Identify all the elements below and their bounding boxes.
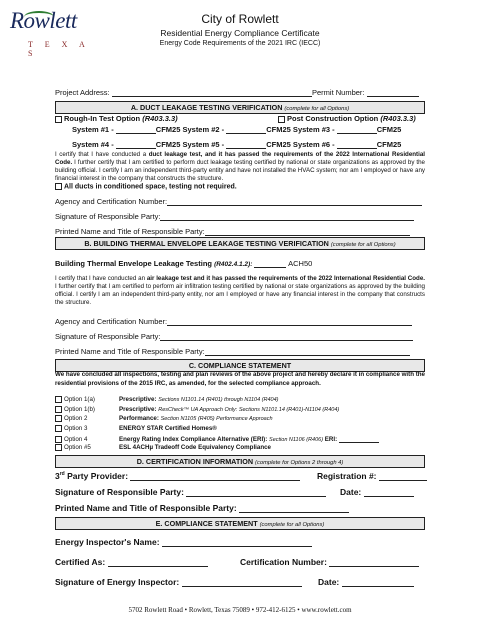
section-d-date-label: Date: [340, 487, 362, 497]
registration-field[interactable] [379, 472, 427, 481]
compliance-option-name: Prescriptive: [119, 405, 157, 413]
compliance-option-name: Performance: [119, 415, 159, 423]
envelope-test-field[interactable] [254, 259, 286, 268]
section-d-signature-label: Signature of Responsible Party: [55, 487, 184, 497]
compliance-option-detail: Sections N1101.14 (R401) through N1104 (R404) [158, 397, 279, 404]
section-a-agency-label: Agency and Certification Number: [55, 197, 168, 206]
inspector-date-label: Date: [318, 577, 340, 587]
inspector-signature-label: Signature of Energy Inspector: [55, 577, 180, 587]
compliance-option-number: Option #5 [64, 444, 91, 452]
certified-as-row [55, 557, 208, 567]
compliance-option-checkbox[interactable] [55, 436, 62, 443]
registration-label: Registration #: [317, 471, 377, 481]
envelope-test-label: Building Thermal Envelope Leakage Testing [55, 259, 212, 268]
compliance-option-checkbox[interactable] [55, 425, 62, 432]
envelope-test-ref: (R402.4.1.2): [214, 261, 253, 268]
inspector-date-field[interactable] [342, 578, 414, 587]
compliance-option-checkbox[interactable] [55, 406, 62, 413]
rough-in-ref: (R403.3.3) [142, 114, 178, 123]
logo-wordmark: Rowlett [10, 8, 77, 33]
compliance-option-name: Prescriptive: [119, 396, 157, 404]
inspector-name-field[interactable] [162, 538, 312, 547]
compliance-option-detail: ResCheck™ UA Approach Only: Sections N1101.14 (R401)-N1104 (R404) [158, 406, 340, 413]
cert-number-row [240, 557, 419, 567]
project-address-row [55, 88, 312, 97]
section-a-printed-field[interactable] [205, 227, 410, 236]
envelope-test-row [55, 259, 312, 268]
post-construction-label: Post Construction Option [287, 114, 379, 123]
system-6-unit: CFM25 [376, 140, 402, 149]
section-b-signature-label: Signature of Responsible Party: [55, 332, 161, 341]
certified-as-field[interactable] [108, 558, 208, 567]
compliance-option[interactable] [55, 434, 379, 443]
section-e-header [55, 517, 425, 530]
compliance-option-number: Option 3 [64, 424, 88, 432]
section-b-title: B. BUILDING THERMAL ENVELOPE LEAKAGE TESTING VERIFICATION [84, 239, 329, 248]
page-subtitle: Residential Energy Compliance Certificate [160, 28, 320, 38]
all-ducts-option[interactable] [55, 183, 237, 190]
compliance-option-name: ESL 4ACHµ Tradeoff Code Equivalency Compliance [119, 444, 271, 452]
system-4-field[interactable] [116, 140, 156, 149]
permit-number-row [312, 88, 419, 97]
section-a-cert-text-2: I further certify that I am certified to perform duct leakage testing certified by national or state organizations as approved by the building official. I certify I am an independent third-party entity and have not installed the HVAC system; nor am I employed or have any financial interest in the company that constructs the structure. [55, 159, 425, 182]
provider-ordinal: 3 [55, 471, 60, 481]
inspector-signature-field[interactable] [182, 578, 302, 587]
section-e-note: (complete for all Options) [259, 522, 325, 528]
section-a-header [55, 101, 425, 114]
section-a-signature-field[interactable] [160, 212, 414, 221]
compliance-option-detail: Section N1105 (R405) Performance Approach [160, 416, 273, 423]
post-construction-checkbox[interactable] [278, 116, 285, 123]
compliance-option-checkbox[interactable] [55, 396, 62, 403]
section-b-note: (complete for all Options) [330, 242, 396, 248]
page-subsubtitle: Energy Code Requirements of the 2021 IRC (IECC) [159, 40, 321, 47]
page-title: City of Rowlett [201, 12, 279, 26]
section-a-note: (complete for all Options) [284, 106, 350, 112]
section-b-printed-field[interactable] [205, 347, 410, 356]
page-footer: 5702 Rowlett Road • Rowlett, Texas 75089 • 972-412-6125 • www.rowlett.com [128, 606, 352, 614]
system-6-label: CFM25 System #6 - [266, 140, 335, 149]
cert-number-label: Certification Number: [240, 557, 327, 567]
compliance-option-checkbox[interactable] [55, 415, 62, 422]
section-a-title: A. DUCT LEAKAGE TESTING VERIFICATION [130, 103, 283, 112]
inspector-name-label: Energy Inspector's Name: [55, 537, 160, 547]
system-4-label: System #4 - [72, 140, 114, 149]
section-d-printed-row [55, 503, 349, 513]
compliance-option-name: ENERGY STAR Certified Homes® [119, 424, 217, 432]
section-a-agency-row [55, 197, 422, 206]
section-a-printed-row [55, 227, 410, 236]
compliance-option-number: Option 2 [64, 415, 88, 423]
section-a-agency-field[interactable] [167, 197, 422, 206]
section-d-date-row [340, 487, 414, 497]
system-1-label: System #1 - [72, 125, 114, 134]
section-d-note: (complete for Options 2 through 4) [255, 460, 344, 466]
system-3-label: CFM25 System #3 - [266, 125, 335, 134]
envelope-test-unit: ACH50 [288, 259, 313, 268]
system-2-label: CFM25 System #2 - [155, 125, 225, 134]
system-5-label: CFM25 System #5 - [155, 140, 225, 149]
compliance-option[interactable] [55, 396, 279, 403]
section-a-printed-label: Printed Name and Title of Responsible Party: [55, 227, 205, 236]
section-d-signature-row [55, 487, 326, 497]
system-5-field[interactable] [226, 140, 266, 149]
compliance-option[interactable] [55, 415, 273, 422]
project-address-field[interactable] [112, 88, 312, 97]
section-d-signature-field[interactable] [186, 488, 326, 497]
section-d-printed-field[interactable] [239, 504, 349, 513]
provider-label: Party Provider: [64, 471, 129, 481]
section-b-cert-text-1: I certify that I have conducted an [55, 275, 147, 282]
permit-number-field[interactable] [367, 88, 419, 97]
section-b-cert-bold: air leakage test and it has passed the requirements of the 2022 International Residential Code. [146, 275, 425, 282]
section-d-date-field[interactable] [364, 488, 414, 497]
all-ducts-checkbox[interactable] [55, 183, 62, 190]
section-a-signature-row [55, 212, 414, 221]
post-construction-ref: (R403.3.3) [380, 114, 416, 123]
provider-field[interactable] [130, 472, 300, 481]
compliance-option-detail: Section N1106 (R406) [269, 437, 324, 444]
system-6-field[interactable] [337, 140, 377, 149]
section-b-header [55, 237, 425, 250]
section-b-agency-field[interactable] [167, 317, 412, 326]
section-b-signature-row [55, 332, 413, 341]
systems-row-1 [72, 125, 401, 134]
section-a-certification-text [55, 151, 425, 183]
eri-label: ERI: [324, 436, 338, 444]
section-d-printed-label: Printed Name and Title of Responsible Party: [55, 503, 237, 513]
rough-in-option[interactable] [55, 114, 178, 123]
section-b-signature-field[interactable] [160, 332, 413, 341]
section-a-cert-text-1: I certify that I have conducted a [55, 151, 149, 158]
system-1-field[interactable] [116, 125, 156, 134]
permit-number-label: Permit Number: [312, 88, 365, 97]
section-b-cert-text-2: I further certify that I am certified to perform air infiltration testing certified by national or state organizations as approved by the building official. I certify I am an independent third-party entity, nor am I employed or have any financial interest in the company that constructs the structure. [55, 283, 425, 306]
provider-ordinal-suffix: rd [59, 471, 65, 478]
system-2-field[interactable] [226, 125, 266, 134]
section-b-agency-row [55, 317, 412, 326]
rough-in-checkbox[interactable] [55, 116, 62, 123]
section-e-title: E. COMPLIANCE STATEMENT [155, 519, 258, 528]
inspector-signature-row [55, 577, 302, 587]
system-3-unit: CFM25 [376, 125, 402, 134]
section-d-title: D. CERTIFICATION INFORMATION [136, 457, 254, 466]
compliance-option[interactable] [55, 425, 217, 432]
section-d-header [55, 455, 425, 468]
compliance-option[interactable] [55, 444, 271, 451]
registration-row [317, 471, 427, 481]
section-b-printed-label: Printed Name and Title of Responsible Party: [55, 347, 205, 356]
section-a-signature-label: Signature of Responsible Party: [55, 212, 161, 221]
provider-row [55, 471, 300, 481]
eri-field[interactable] [339, 434, 379, 443]
inspector-name-row [55, 537, 312, 547]
cert-number-field[interactable] [329, 558, 419, 567]
systems-row-2 [72, 140, 401, 149]
compliance-option-checkbox[interactable] [55, 444, 62, 451]
post-construction-option[interactable] [278, 114, 416, 123]
section-c-title: C. COMPLIANCE STATEMENT [188, 361, 292, 370]
certified-as-label: Certified As: [55, 557, 106, 567]
section-b-printed-row [55, 347, 410, 356]
section-b-agency-label: Agency and Certification Number: [55, 317, 168, 326]
compliance-option[interactable] [55, 406, 339, 413]
project-address-label: Project Address: [55, 88, 110, 97]
compliance-option-number: Option 1(b) [64, 405, 95, 413]
compliance-option-name: Energy Rating Index Compliance Alternative (ERI): [119, 436, 268, 444]
compliance-option-number: Option 1(a) [64, 396, 95, 404]
rough-in-label: Rough-In Test Option [64, 114, 141, 123]
logo-subtitle: T E X A S [28, 40, 90, 58]
section-a-cert-bold: duct leakage test, and it has passed the requirements of the 2022 International Residential Code. [55, 151, 425, 166]
system-3-field[interactable] [337, 125, 377, 134]
all-ducts-label: All ducts in conditioned space, testing not required. [64, 183, 237, 191]
inspector-date-row [318, 577, 414, 587]
section-b-certification-text [55, 275, 425, 307]
compliance-option-number: Option 4 [64, 436, 88, 444]
section-c-statement: We have concluded all inspections, testing and plan reviews of the above project and hereby declare it in compliance with the residential provisions of the 2015 IRC, as amended, for the selected compliance approach. [55, 371, 425, 387]
